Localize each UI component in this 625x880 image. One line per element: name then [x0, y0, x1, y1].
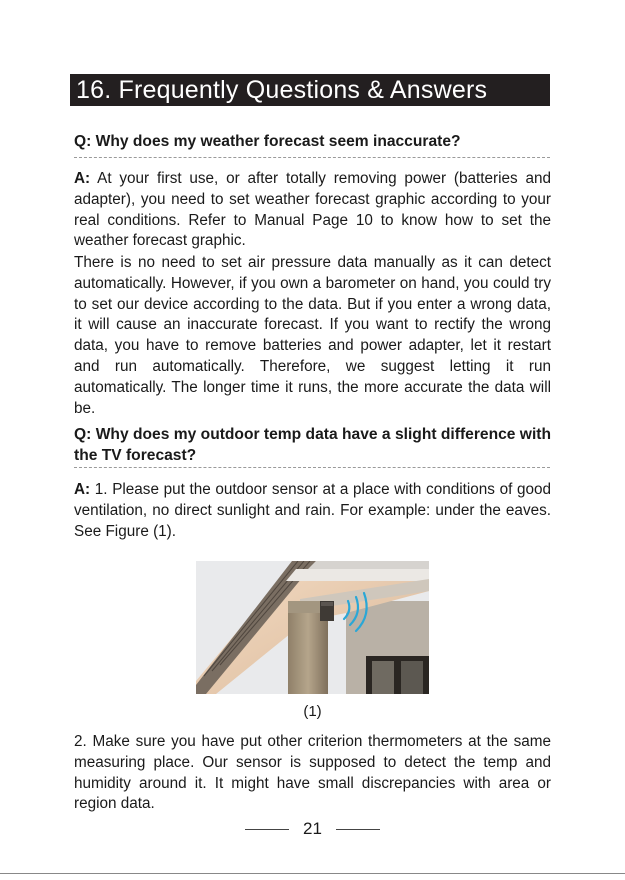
dashed-divider — [74, 467, 550, 468]
answer-2-paragraph-1 — [74, 480, 551, 542]
answer-label: A: — [74, 170, 91, 187]
question-2: Q: Why does my outdoor temp data have a slight difference with the TV forecast? — [74, 426, 551, 464]
answer-1-text: At your first use, or after totally removing power (batteries and adapter), you need to set weather forecast graphic according to your real conditions. Refer to Manual Page 10 to know how to set the weather forecast graphic. — [74, 170, 551, 250]
answer-2-paragraph-2: 2. Make sure you have put other criterion thermometers at the same measuring place. Our sensor is supposed to detect the temp and humidity around it. It might have small discrepancies with area or region data. — [74, 733, 551, 813]
dashed-divider — [74, 157, 550, 158]
section-title: 16. Frequently Questions & Answers — [70, 74, 550, 106]
answer-2-text: 1. Please put the outdoor sensor at a place with conditions of good ventilation, no direct sunlight and rain. For example: under the eaves. See Figure (1). — [74, 481, 551, 540]
eaves-sensor-photo — [196, 561, 429, 694]
footer-rule-right — [336, 829, 380, 830]
page-number: 21 — [303, 819, 322, 838]
page-footer — [0, 818, 625, 840]
question-1: Q: Why does my weather forecast seem inaccurate? — [74, 133, 461, 150]
page-bottom-rule — [0, 873, 625, 874]
figure-caption: (1) — [303, 703, 322, 720]
answer-1-paragraph-2: There is no need to set air pressure data manually as it can detect automatically. However, if you own a barometer on hand, you could try to set our device according to the data. But if you enter a wrong data, it will cause an inaccurate forecast. If you want to rectify the wrong data, you have to remove batteries and power adapter, let it restart and run automatically. Therefore, we suggest letting it run automatically. The longer time it runs, the more accurate the data will be. — [74, 254, 551, 417]
footer-rule-left — [245, 829, 289, 830]
answer-1-paragraph-1 — [74, 169, 551, 252]
answer-label: A: — [74, 481, 91, 498]
